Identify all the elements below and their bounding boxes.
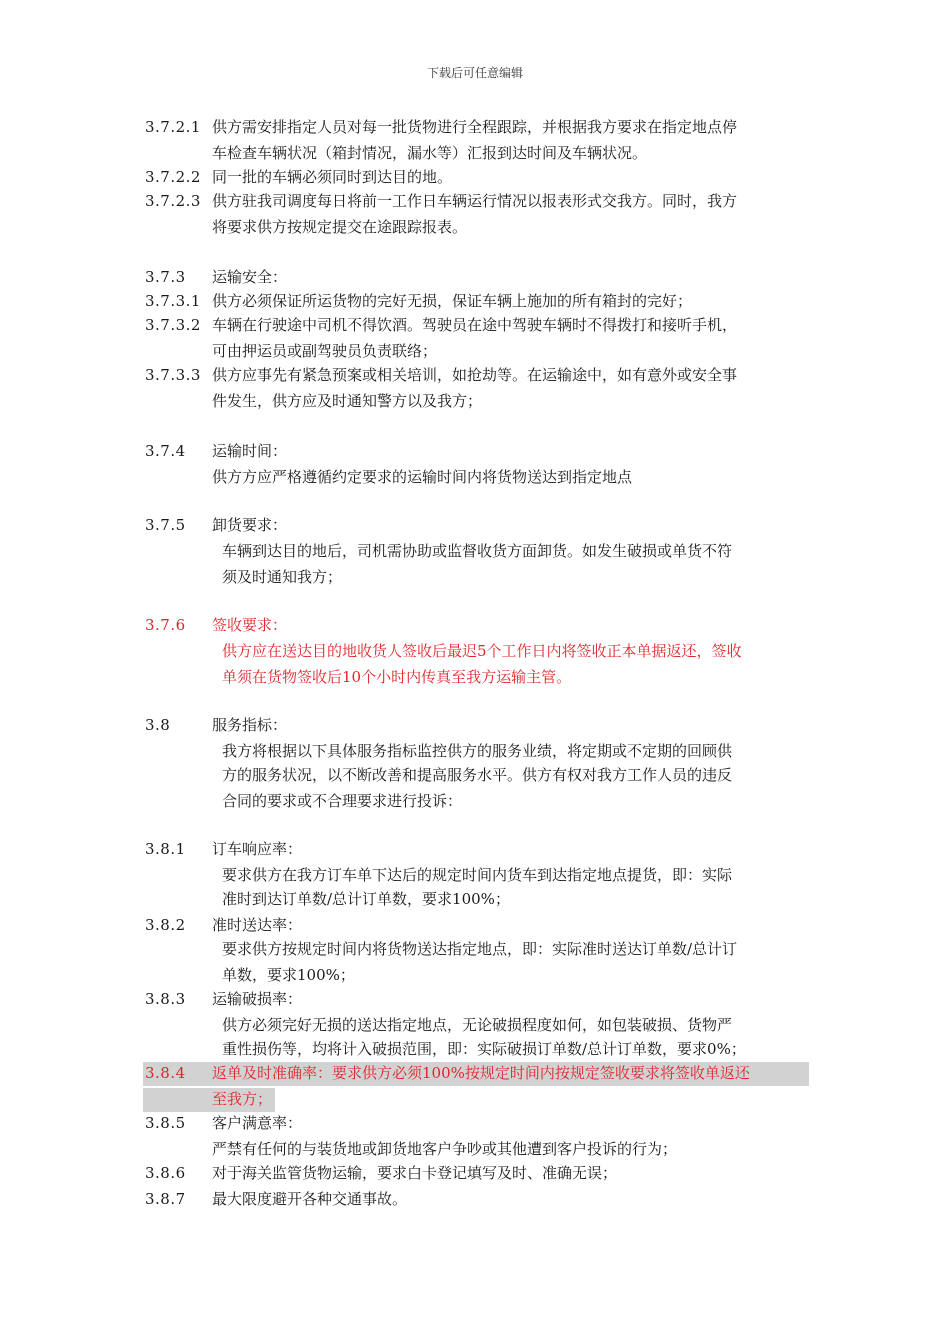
line-text: 准时到达订单数/总计订单数，要求100%； (222, 890, 510, 908)
line-text: 单数，要求100%； (222, 966, 355, 984)
section-number: 3.8.1 (145, 840, 186, 858)
line-text: 单须在货物签收后10个小时内传真至我方运输主管。 (222, 668, 572, 686)
section-number: 3.7.2.2 (145, 168, 201, 186)
line-text: 客户满意率： (212, 1114, 303, 1132)
section-number: 3.7.2.1 (145, 118, 201, 136)
line-text: 件发生，供方应及时通知警方以及我方； (212, 392, 483, 410)
line-text: 可由押运员或副驾驶员负责联络； (212, 342, 438, 360)
line-text: 车辆到达目的地后，司机需协助或监督收货方面卸货。如发生破损或单货不符 (222, 542, 733, 560)
line-text: 最大限度避开各种交通事故。 (212, 1190, 408, 1208)
line-text: 要求供方在我方订车单下达后的规定时间内货车到达指定地点提货，即：实际 (222, 866, 733, 884)
section-number: 3.8.5 (145, 1114, 186, 1132)
line-text: 订车响应率： (212, 840, 303, 858)
line-text: 要求供方按规定时间内将货物送达指定地点，即：实际准时送达订单数/总计订 (222, 940, 738, 958)
section-number: 3.7.3 (145, 268, 186, 286)
line-text: 严禁有任何的与装货地或卸货地客户争吵或其他遭到客户投诉的行为； (212, 1140, 678, 1158)
line-text: 将要求供方按规定提交在途跟踪报表。 (212, 218, 468, 236)
section-number: 3.8.4 (145, 1064, 186, 1082)
section-number: 3.7.5 (145, 516, 186, 534)
line-text: 服务指标： (212, 716, 288, 734)
line-text: 返单及时准确率：要求供方必须100%按规定时间内按规定签收要求将签收单返还 (212, 1064, 750, 1082)
section-number: 3.8.2 (145, 916, 186, 934)
line-text: 对于海关监管货物运输，要求白卡登记填写及时、准确无误； (212, 1164, 618, 1182)
line-text: 卸货要求： (212, 516, 288, 534)
line-text: 供方应在送达目的地收货人签收后最迟5个工作日内将签收正本单据返还，签收 (222, 642, 742, 660)
line-text: 运输时间： (212, 442, 288, 460)
line-text: 签收要求： (212, 616, 288, 634)
line-text: 运输安全： (212, 268, 288, 286)
line-text: 供方必须完好无损的送达指定地点，无论破损程度如何，如包装破损、货物严 (222, 1016, 733, 1034)
line-text: 车检查车辆状况（箱封情况，漏水等）汇报到达时间及车辆状况。 (212, 144, 648, 162)
line-text: 重性损伤等，均将计入破损范围，即：实际破损订单数/总计订单数，要求0%； (222, 1040, 746, 1058)
line-text: 供方必须保证所运货物的完好无损，保证车辆上施加的所有箱封的完好； (212, 292, 693, 310)
section-number: 3.7.6 (145, 616, 186, 634)
line-text: 同一批的车辆必须同时到达目的地。 (212, 168, 453, 186)
section-number: 3.8.6 (145, 1164, 186, 1182)
line-text: 供方驻我司调度每日将前一工作日车辆运行情况以报表形式交我方。同时，我方 (212, 192, 738, 210)
line-text: 车辆在行驶途中司机不得饮酒。驾驶员在途中驾驶车辆时不得拨打和接听手机， (212, 316, 738, 334)
line-text: 合同的要求或不合理要求进行投诉： (222, 792, 463, 810)
line-text: 至我方； (212, 1090, 273, 1108)
line-text: 方的服务状况，以不断改善和提高服务水平。供方有权对我方工作人员的违反 (222, 766, 733, 784)
section-number: 3.7.3.1 (145, 292, 201, 310)
line-text: 准时送达率： (212, 916, 303, 934)
section-number: 3.7.2.3 (145, 192, 201, 210)
section-number: 3.8.3 (145, 990, 186, 1008)
section-number: 3.8 (145, 716, 171, 734)
section-number: 3.7.3.2 (145, 316, 201, 334)
page-header: 下载后可任意编辑 (426, 66, 523, 80)
line-text: 须及时通知我方； (222, 568, 343, 586)
line-text: 供方应事先有紧急预案或相关培训，如抢劫等。在运输途中，如有意外或安全事 (212, 366, 738, 384)
line-text: 运输破损率： (212, 990, 303, 1008)
section-number: 3.7.4 (145, 442, 186, 460)
line-text: 供方方应严格遵循约定要求的运输时间内将货物送达到指定地点 (212, 468, 633, 486)
line-text: 供方需安排指定人员对每一批货物进行全程跟踪，并根据我方要求在指定地点停 (212, 118, 738, 136)
section-number: 3.8.7 (145, 1190, 186, 1208)
line-text: 我方将根据以下具体服务指标监控供方的服务业绩，将定期或不定期的回顾供 (222, 742, 733, 760)
section-number: 3.7.3.3 (145, 366, 201, 384)
